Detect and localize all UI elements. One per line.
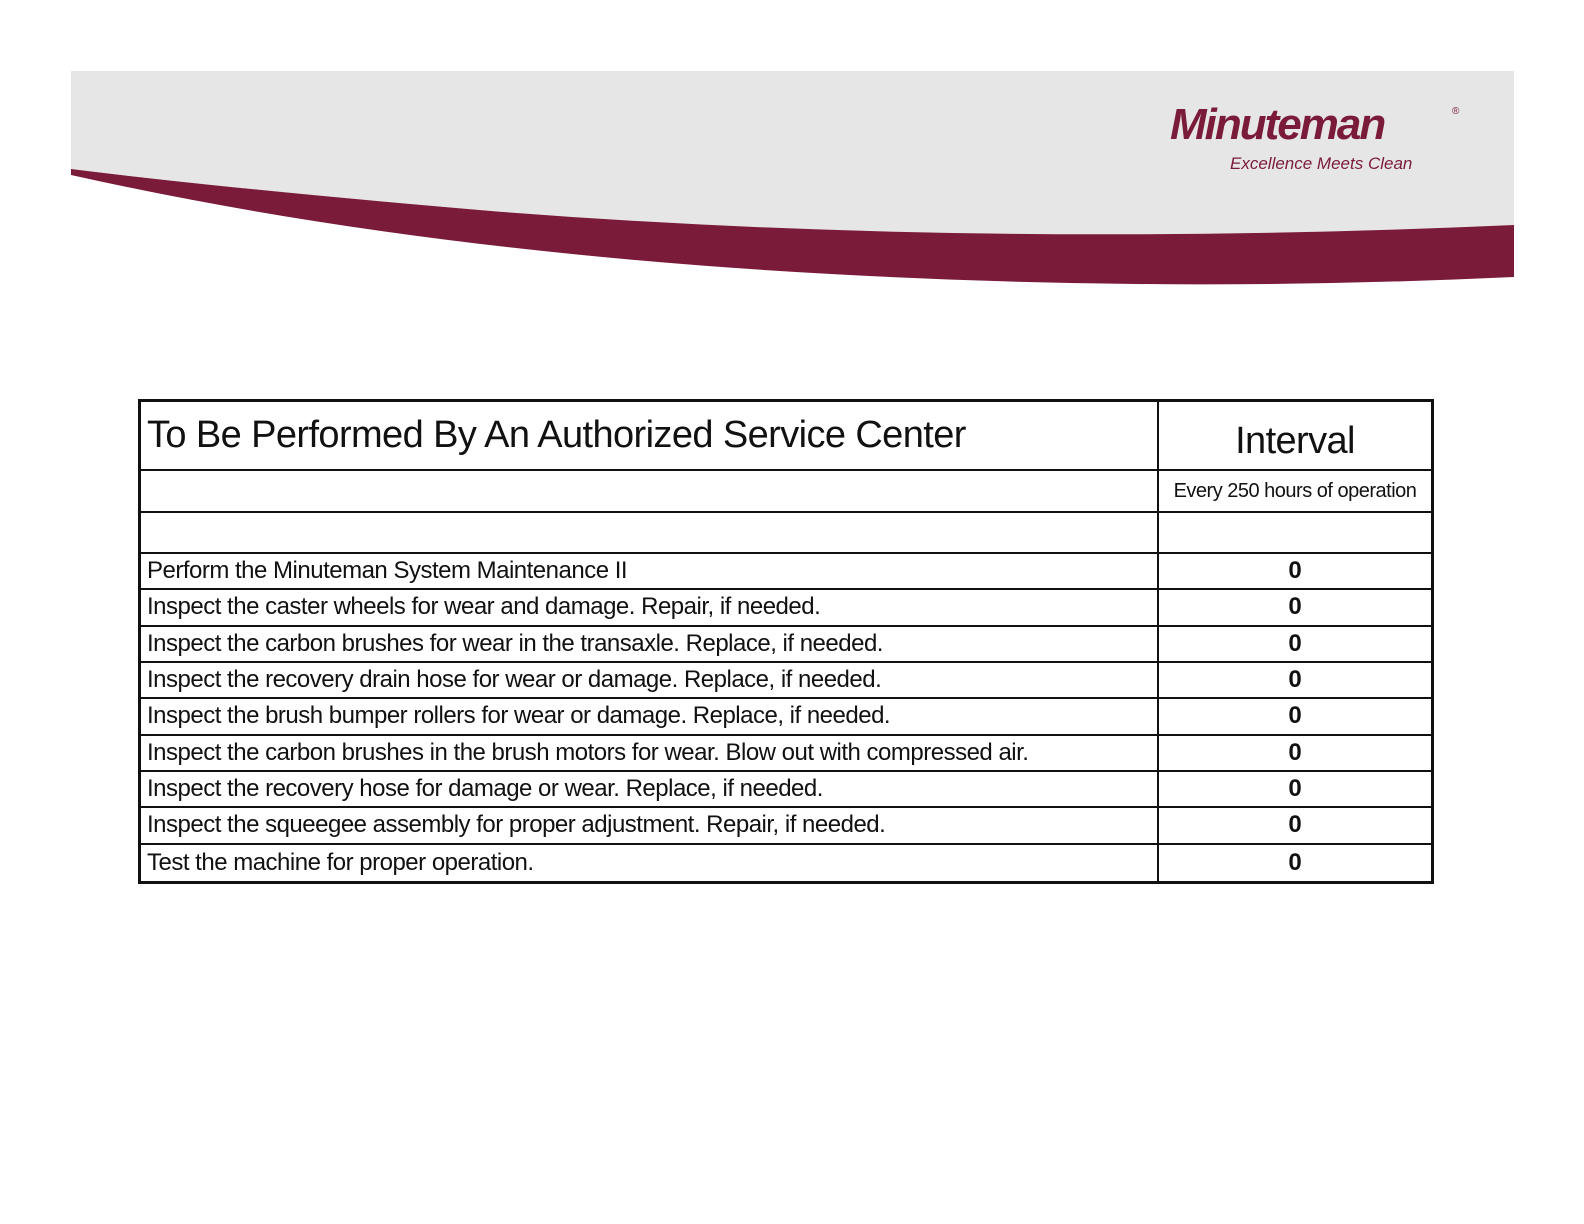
- task-row-text: Inspect the recovery drain hose for wear or damage. Replace, if needed.: [141, 663, 1159, 699]
- task-row-text: Inspect the caster wheels for wear and damage. Repair, if needed.: [141, 590, 1159, 626]
- empty-task-cell: [141, 513, 1159, 554]
- task-row-text: Inspect the brush bumper rollers for wear or damage. Replace, if needed.: [141, 699, 1159, 735]
- empty-task-cell: [141, 471, 1159, 513]
- interval-mark: 0: [1159, 699, 1431, 735]
- interval-mark: 0: [1159, 554, 1431, 590]
- minuteman-logo: [1170, 100, 1460, 183]
- logo-tagline: Excellence Meets Clean: [1230, 154, 1413, 173]
- interval-column-header: Interval: [1159, 402, 1431, 471]
- task-row-text: Inspect the recovery hose for damage or wear. Replace, if needed.: [141, 772, 1159, 808]
- interval-mark: 0: [1159, 590, 1431, 626]
- task-row-text: Inspect the carbon brushes in the brush motors for wear. Blow out with compressed air.: [141, 736, 1159, 772]
- interval-subheader: Every 250 hours of operation: [1159, 471, 1431, 513]
- task-row-text: Inspect the squeegee assembly for proper adjustment. Repair, if needed.: [141, 808, 1159, 844]
- interval-mark: 0: [1159, 772, 1431, 808]
- task-row-text: Inspect the carbon brushes for wear in the transaxle. Replace, if needed.: [141, 627, 1159, 663]
- registered-mark: ®: [1452, 106, 1460, 117]
- interval-mark: 0: [1159, 808, 1431, 844]
- interval-mark: 0: [1159, 627, 1431, 663]
- interval-mark: 0: [1288, 848, 1302, 876]
- interval-mark: 0: [1159, 736, 1431, 772]
- task-row-text: Test the machine for proper operation.: [141, 845, 1159, 881]
- interval-mark: 0: [1159, 663, 1431, 699]
- logo-wordmark: Minuteman: [1170, 100, 1385, 149]
- maintenance-schedule-table: [138, 399, 1434, 884]
- task-column-header: To Be Performed By An Authorized Service Center: [141, 402, 1159, 471]
- empty-interval-cell: [1159, 513, 1431, 554]
- task-row-text: Perform the Minuteman System Maintenance II: [141, 554, 1159, 590]
